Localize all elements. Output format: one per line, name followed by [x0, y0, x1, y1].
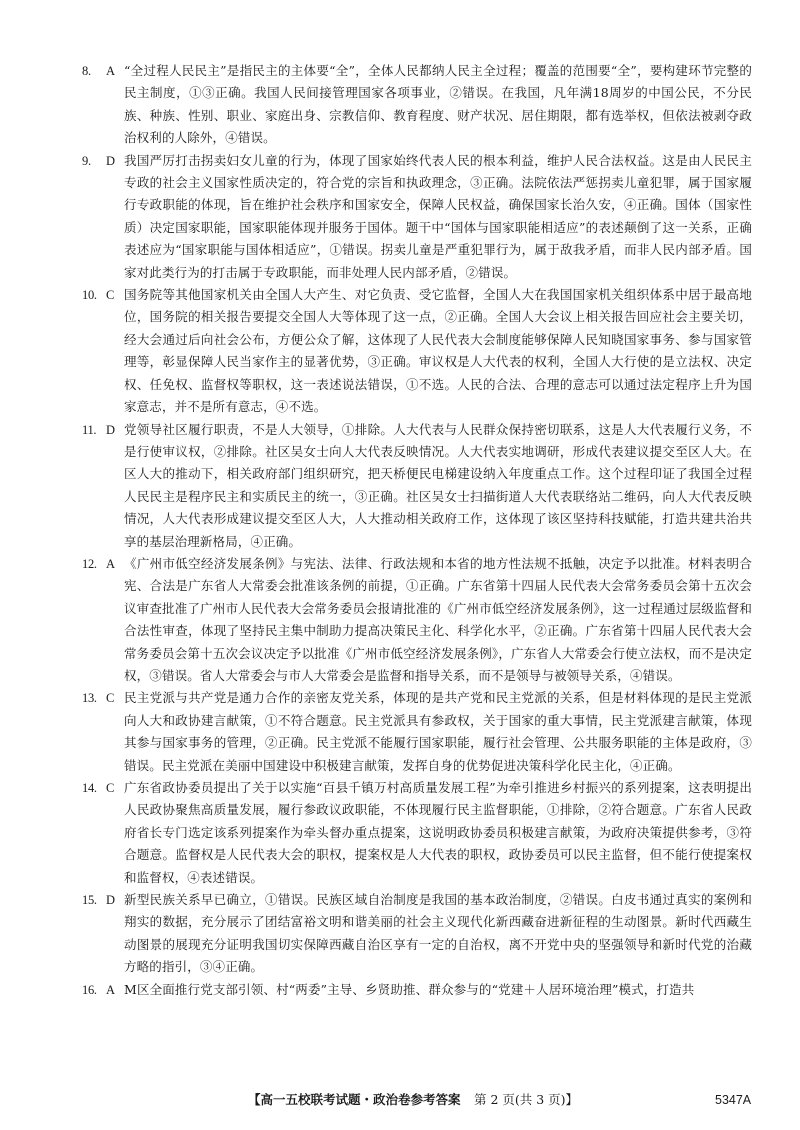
answer-choice: D: [106, 893, 116, 908]
answer-list: [82, 60, 752, 1001]
answer-choice: D: [106, 153, 116, 168]
answer-item-11: [82, 419, 752, 553]
answer-explanation: 党领导社区履行职责，不是人大领导，①排除。人大代表与人民群众保持密切联系，这是人大代表履行义务，不是行使审议权，②排除。社区吴女士向人大代表反映情况。人大代表实地调研，形成代表建议提交至区人大。在区人大的推动下，相关政府部门组织研究，把天桥便民电梯建设纳入年度重点工作。这个过程印证了我国全过程人民民主是程序民主和实质民主的统一，③正确。社区吴女士扫描街道人大代表联络站二维码，向人大代表反映情况，人大代表形成建议提交至区人大，人大推动相关政府工作，这体现了该区坚持科技赋能，打造共建共治共享的基层治理新格局，④正确。: [124, 421, 752, 549]
answer-explanation: 我国严厉打击拐卖妇女儿童的行为，体现了国家始终代表人民的根本利益，维护人民合法权益。这是由人民民主专政的社会主义国家性质决定的，符合党的宗旨和执政理念，③正确。法院依法严惩拐卖儿童犯罪，属于国家履行专政职能的体现，旨在维护社会秩序和国家安全，保障人民权益，确保国家长治久安，④正确。国体（国家性质）决定国家职能，国家职能体现并服务于国体。题干中“国体与国家职能相适应”的表述颠倒了这一关系，正确表述应为“国家职能与国体相适应”，①错误。拐卖儿童是严重犯罪行为，属于敌我矛盾，而非人民内部矛盾。国家对此类行为的打击属于专政职能，而非处理人民内部矛盾，②错误。: [124, 152, 752, 280]
answer-explanation: 《广州市低空经济发展条例》与宪法、法律、行政法规和本省的地方性法规不抵触，决定予以批准。材料表明合宪、合法是广东省人大常委会批准该条例的前提，①正确。广东省第十四届人民代表大会常务委员会第十五次会议审查批准了广州市人民代表大会常务委员会报请批准的《广州市低空经济发展条例》，这一过程通过层级监督和合法性审查，体现了坚持民主集中制助力提高决策民主化、科学化水平，②正确。广东省第十四届人民代表大会常务委员会第十五次会议决定予以批准《广州市低空经济发展条例》，广东省人大常委会行使立法权，而不是决定权，③错误。省人大常委会与市人大常委会是监督和指导关系，而不是领导与被领导关系，④错误。: [124, 555, 752, 683]
question-number: 11.: [82, 422, 97, 437]
footer-title: 【高一五校联考试题・政治卷参考答案: [248, 1092, 461, 1107]
question-number: 13.: [82, 691, 97, 706]
answer-explanation: 广东省政协委员提出了关于以实施“百县千镇万村高质量发展工程”为牵引推进乡村振兴的系列提案，这表明提出人民政协聚焦高质量发展，履行参政议政职能，不体现履行民主监督职能，①排除，②符合题意。广东省人民政府省长专门选定该系列提案作为牵头督办重点提案，这说明政协委员积极建言献策，为政府决策提供参考，③符合题意。监督权是人民代表大会的职权，提案权是人大代表的职权，政协委员可以民主监督，但不能行使提案权和监督权，④表述错误。: [124, 780, 752, 885]
footer-paper-code: 5347A: [715, 1093, 752, 1107]
answer-item-16: [82, 979, 752, 1001]
answer-item-12: [82, 553, 752, 687]
answer-explanation: 新型民族关系早已确立，①错误。民族区域自治制度是我国的基本政治制度，②错误。白皮书通过真实的案例和翔实的数据，充分展示了团结富裕文明和谐美丽的社会主义现代化新西藏奋进新征程的生动图景。新时代西藏生动图景的展现充分证明我国切实保障西藏自治区享有一定的自治权，离不开党中央的坚强领导和新时代党的治藏方略的指引，③④正确。: [124, 892, 752, 975]
question-number: 8.: [82, 64, 91, 78]
answer-choice: A: [106, 982, 116, 997]
answer-choice: C: [106, 691, 115, 706]
answer-explanation: “全过程人民民主”是指民主的主体要“全”，全体人民都纳人民主全过程；覆盖的范围要“全”，要构建环节完整的民主制度，①③正确。我国人民间接管理国家各项事业，②错误。在我国，凡年满18周岁的中国公民，不分民族、种族、性别、职业、家庭出身、宗教信仰、教育程度、财产状况、居住期限，都有选举权，但依法被剥夺政治权利的人除外，④错误。: [124, 63, 752, 146]
question-number: 16.: [82, 982, 97, 997]
answer-choice: C: [106, 781, 115, 795]
answer-explanation: 民主党派与共产党是通力合作的亲密友党关系，体现的是共产党和民主党派的关系，但是材料体现的是民主党派向人大和政协建言献策，①不符合题意。民主党派具有参政权，关于国家的重大事情，民主党派建言献策，体现其参与国家事务的管理，②正确。民主党派不能履行国家职能，履行社会管理、公共服务职能的主体是政府，③错误。民主党派在美丽中国建设中积极建言献策，发挥自身的优势促进决策科学化民主化，④正确。: [124, 690, 752, 773]
answer-explanation: 国务院等其他国家机关由全国人大产生、对它负责、受它监督，全国人大在我国国家机关组织体系中居于最高地位，国务院的相关报告要提交全国人大等体现了这一点，②正确。全国人大会议上相关报告回应社会主要关切，经大会通过后向社会公布，方便公众了解，这体现了人民代表大会制度能够保障人民知晓国家事务、参与国家管理等，彰显保障人民当家作主的显著优势，③正确。审议权是人大代表的权利，全国人大行使的是立法权、决定权、任免权、监督权等职权，这一表述说法错误，①不选。人民的合法、合理的意志可以通过法定程序上升为国家意志，并不是所有意志，④不选。: [124, 287, 752, 415]
page-footer: [0, 1089, 800, 1111]
answer-item-14: [82, 777, 752, 889]
answer-item-9: [82, 150, 752, 284]
answer-choice: A: [106, 64, 116, 78]
question-number: 14.: [82, 781, 97, 795]
question-number: 10.: [82, 288, 97, 303]
footer-page-number: 第 2 页(共 3 页)】: [474, 1092, 579, 1107]
answer-item-10: [82, 284, 752, 418]
answer-item-13: [82, 687, 752, 777]
answer-choice: D: [106, 422, 116, 437]
answer-item-8: [82, 60, 752, 150]
answer-choice: C: [106, 288, 115, 303]
answer-item-15: [82, 889, 752, 979]
question-number: 9.: [82, 153, 91, 168]
answer-choice: A: [106, 556, 116, 571]
answer-explanation: M区全面推行党支部引领、村“两委”主导、乡贤助推、群众参与的“党建＋人居环境治理”模式，打造共: [124, 981, 695, 997]
question-number: 15.: [82, 893, 97, 908]
question-number: 12.: [82, 556, 97, 571]
